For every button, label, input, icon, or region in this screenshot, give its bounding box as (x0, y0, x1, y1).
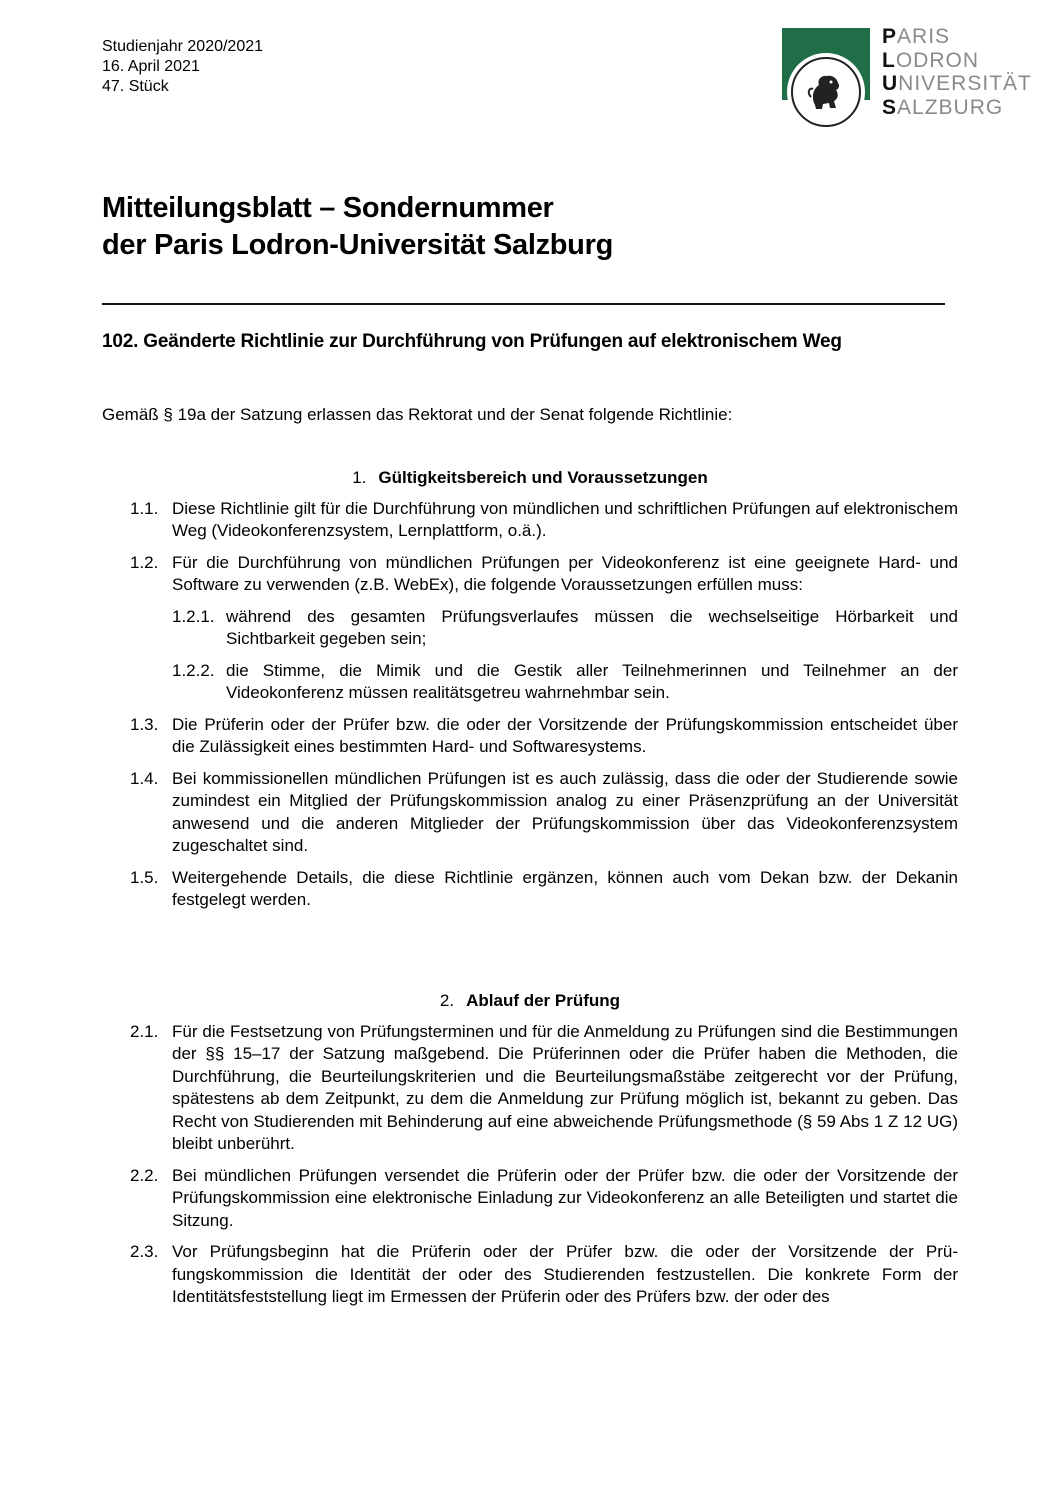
section-heading: 1. Gültigkeitsbereich und Voraussetzungen (352, 468, 708, 487)
list-item: 1.2.2. die Stimme, die Mimik und die Gestik aller Teilnehmerinnen und Teilnehmer an der Videokonferenz müssen realitätsgetreu wahrnehmbar sein. (172, 660, 958, 702)
section-heading: 2. Ablauf der Prüfung (439, 991, 621, 1010)
academic-year: Studienjahr 2020/2021 (102, 38, 264, 55)
logo-wordmark: PARIS LODRON UNIVERSITÄT SALZBURG (882, 25, 1032, 119)
list-item: 1.3. Die Prüferin oder der Prüfer bzw. die oder der Vorsitzende der Prüfungskommission entscheidet über die Zulässigkeit eines bestimmten Hard- und Softwaresystems. (130, 714, 958, 756)
list-item: 2.1. Für die Festsetzung von Prüfungsterminen und für die Anmeldung zu Prüfungen sind die Bestimmungen der §§ 15–17 der Satzung maßgebend. Die Prüferinnen oder die Prüfer haben die Methoden, die Durchführung, die Beurteilungskriterien und die Beurteilungsmaßstäbe zeitgerecht vor der Prüfung, spätestens ab dem Zeitpunkt, zu dem die Anmeldung zur Prüfung möglich ist, bekannt zu geben. Das Recht von Studierenden mit Behinderung auf eine abweichende Prüfungsmethode (§ 59 Abs 1 Z 12 UG) bleibt unberührt. (130, 1021, 958, 1153)
issue-meta (102, 37, 263, 97)
section-1 (102, 467, 958, 912)
issue-date: 16. April 2021 (102, 58, 200, 75)
list-item: 1.2. Für die Durchführung von mündlichen Prüfungen per Videokonferenz ist eine geeignete Hard- und Software zu verwenden (z.B. WebEx), die folgende Voraussetzungen erfüllen muss: (130, 552, 958, 594)
list-item: 2.2. Bei mündlichen Prüfungen versendet die Prüferin oder der Prüfer bzw. die oder der Vorsitzende der Prüfungskommission eine elektronische Einladung zur Videokonferenz an alle Beteiligten und startet die Sitzung. (130, 1165, 958, 1230)
list-item: 1.1. Diese Richtlinie gilt für die Durchführung von mündlichen und schriftlichen Prüfungen auf elektronischem Weg (Videokonferenzsystem, Lernplattform, o.ä.). (130, 498, 958, 540)
page-title: Mitteilungsblatt – Sondernummer der Paris Lodron-Universität Salzburg (102, 192, 613, 261)
issue-number: 47. Stück (102, 78, 169, 95)
title-divider (102, 303, 945, 305)
lion-seal-icon (791, 57, 861, 127)
list-item: 1.5. Weitergehende Details, die diese Richtlinie ergänzen, können auch vom Dekan bzw. der Dekanin festgelegt werden. (130, 867, 958, 909)
intro-paragraph: Gemäß § 19a der Satzung erlassen das Rektorat und der Senat folgende Richtlinie: (102, 405, 733, 424)
university-logo (782, 25, 1032, 128)
list-item: 2.3. Vor Prüfungsbeginn hat die Prüferin oder der Prüfer bzw. die oder der Vorsitzende der Prüfungskommission die Identität der oder des Studierenden festzustellen. Die konkrete Form der Identitätsfeststellung liegt im Ermessen der Prüferin oder des Prüfers bzw. der oder des (130, 1242, 958, 1306)
list-item: 1.2.1. während des gesamten Prüfungsverlaufes müssen die wechselseitige Hörbarkeit und Sichtbarkeit gegeben sein; (172, 606, 958, 648)
list-item: 1.4. Bei kommissionellen mündlichen Prüfungen ist es auch zulässig, dass die oder der Studierende sowie zumindest ein Mitglied der Prüfungskommission analog zu einer Präsenzprüfung an der Universität anwesend und die anderen Mitglieder der Prüfungskommission über das Videokonferenzsystem zugeschaltet sind. (130, 768, 958, 855)
section-2 (102, 990, 958, 1309)
announcement-title: 102. Geänderte Richtlinie zur Durchführung von Prüfungen auf elektronischem Weg (102, 331, 842, 352)
